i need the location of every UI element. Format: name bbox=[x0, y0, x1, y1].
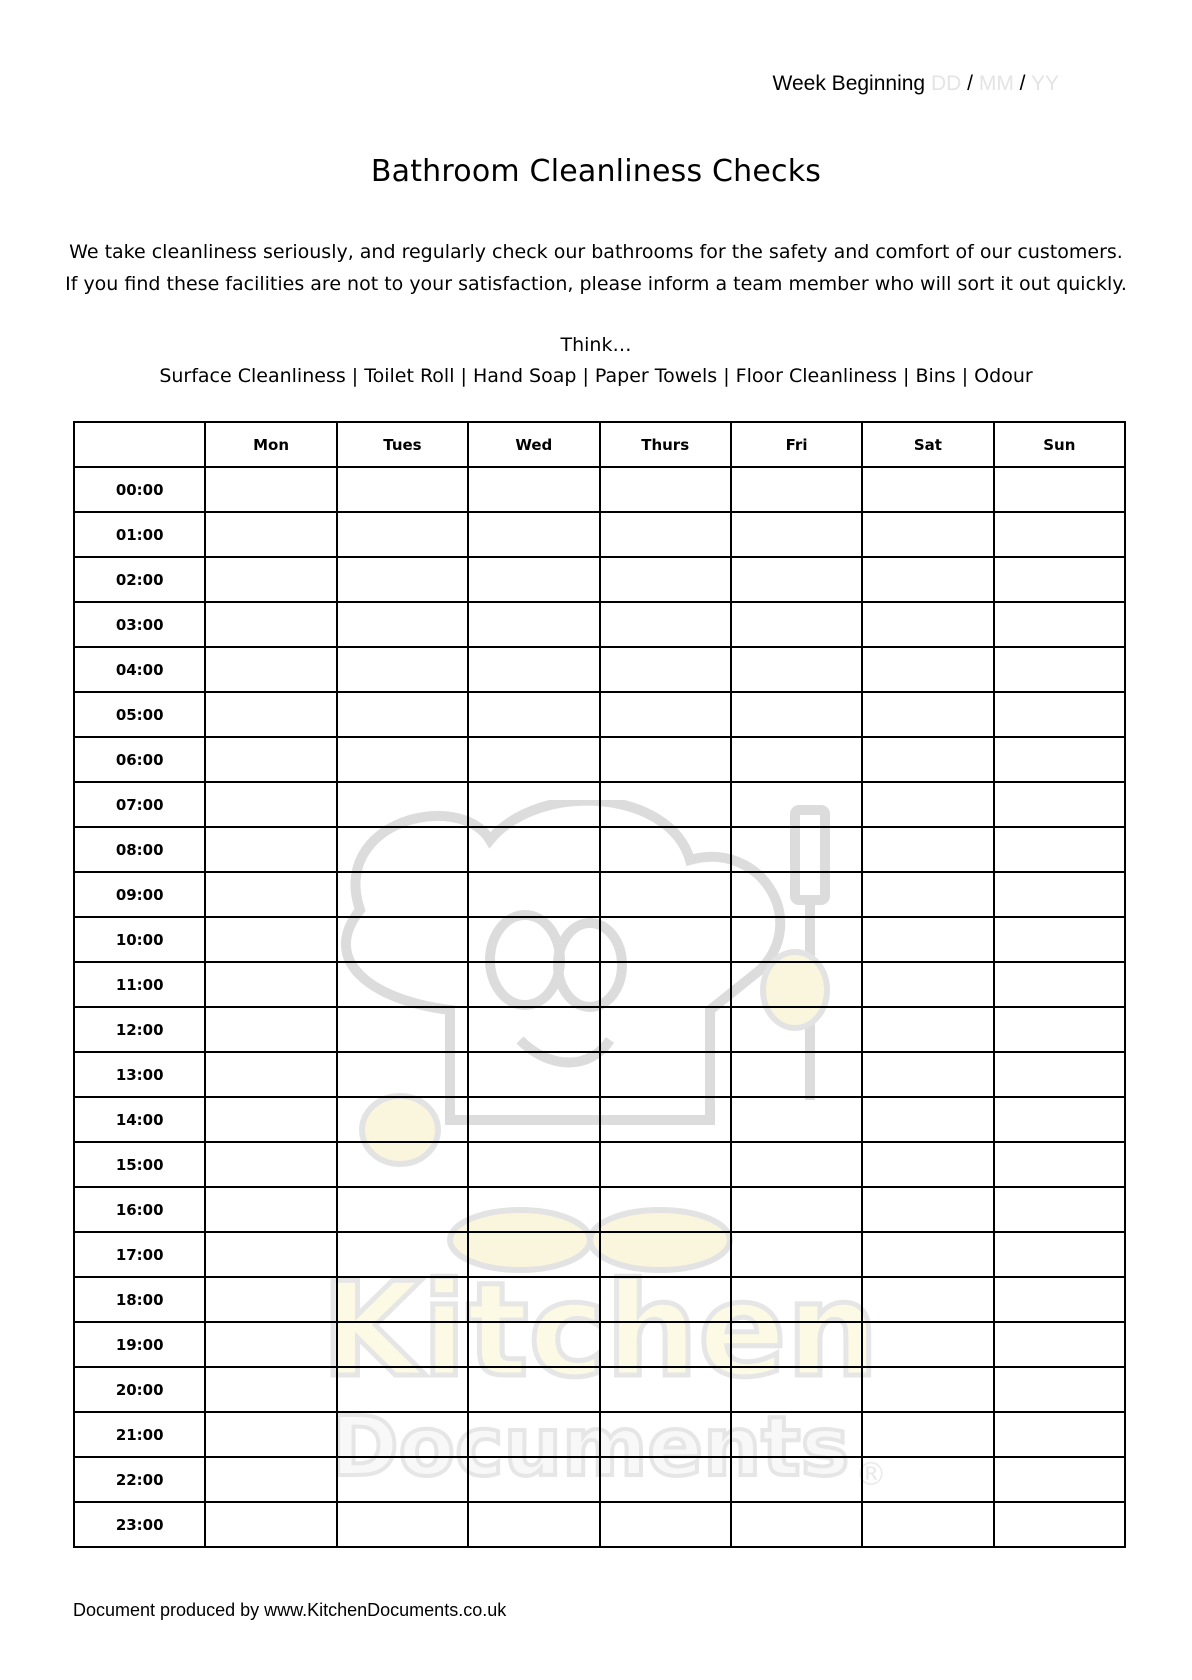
table-row bbox=[74, 782, 1125, 827]
check-cell-mon[interactable] bbox=[205, 962, 336, 1007]
check-cell-thurs[interactable] bbox=[600, 1412, 731, 1457]
check-cell-tues[interactable] bbox=[337, 1097, 468, 1142]
check-cell-tues[interactable] bbox=[337, 1277, 468, 1322]
check-cell-fri[interactable] bbox=[731, 1142, 862, 1187]
check-cell-sun[interactable] bbox=[994, 827, 1125, 872]
check-cell-sun[interactable] bbox=[994, 557, 1125, 602]
check-cell-wed[interactable] bbox=[468, 917, 599, 962]
check-cell-sun[interactable] bbox=[994, 1502, 1125, 1547]
check-cell-thurs[interactable] bbox=[600, 827, 731, 872]
check-cell-fri[interactable] bbox=[731, 1322, 862, 1367]
think-section bbox=[0, 330, 1192, 392]
check-cell-mon[interactable] bbox=[205, 1007, 336, 1052]
time-cell: 03:00 bbox=[74, 602, 205, 647]
check-cell-fri[interactable] bbox=[731, 1007, 862, 1052]
check-cell-wed[interactable] bbox=[468, 1277, 599, 1322]
time-cell: 17:00 bbox=[74, 1232, 205, 1277]
header-row bbox=[74, 422, 1125, 467]
check-cell-wed[interactable] bbox=[468, 737, 599, 782]
table-row bbox=[74, 737, 1125, 782]
check-cell-sun[interactable] bbox=[994, 467, 1125, 512]
time-cell: 06:00 bbox=[74, 737, 205, 782]
date-separator: / bbox=[967, 72, 973, 95]
check-cell-fri[interactable] bbox=[731, 1277, 862, 1322]
check-cell-sun[interactable] bbox=[994, 737, 1125, 782]
check-cell-sun[interactable] bbox=[994, 962, 1125, 1007]
date-separator: / bbox=[1019, 72, 1026, 95]
check-cell-sat[interactable] bbox=[862, 827, 993, 872]
table-body bbox=[74, 467, 1125, 1547]
check-cell-tues[interactable] bbox=[337, 647, 468, 692]
check-cell-sun[interactable] bbox=[994, 1232, 1125, 1277]
table-row bbox=[74, 1187, 1125, 1232]
check-cell-thurs[interactable] bbox=[600, 512, 731, 557]
check-cell-mon[interactable] bbox=[205, 1502, 336, 1547]
check-cell-mon[interactable] bbox=[205, 782, 336, 827]
check-cell-fri[interactable] bbox=[731, 827, 862, 872]
check-cell-tues[interactable] bbox=[337, 1367, 468, 1412]
day-header-wed: Wed bbox=[468, 422, 599, 467]
check-cell-sat[interactable] bbox=[862, 737, 993, 782]
table-row bbox=[74, 692, 1125, 737]
table-row bbox=[74, 1502, 1125, 1547]
check-cell-tues[interactable] bbox=[337, 1052, 468, 1097]
check-cell-tues[interactable] bbox=[337, 782, 468, 827]
check-cell-fri[interactable] bbox=[731, 602, 862, 647]
think-items: Surface Cleanliness | Toilet Roll | Hand Soap | Paper Towels | Floor Cleanliness | Bins | Odour bbox=[159, 365, 1033, 387]
time-cell: 01:00 bbox=[74, 512, 205, 557]
time-cell: 11:00 bbox=[74, 962, 205, 1007]
check-cell-wed[interactable] bbox=[468, 1097, 599, 1142]
week-beginning bbox=[773, 72, 1059, 96]
check-cell-thurs[interactable] bbox=[600, 1187, 731, 1232]
check-cell-fri[interactable] bbox=[731, 1052, 862, 1097]
check-table bbox=[73, 421, 1126, 1548]
check-cell-sat[interactable] bbox=[862, 1502, 993, 1547]
check-cell-sun[interactable] bbox=[994, 1277, 1125, 1322]
check-cell-tues[interactable] bbox=[337, 557, 468, 602]
check-cell-sun[interactable] bbox=[994, 512, 1125, 557]
check-cell-wed[interactable] bbox=[468, 692, 599, 737]
check-cell-mon[interactable] bbox=[205, 512, 336, 557]
intro-line-2: If you find these facilities are not to your satisfaction, please inform a team member who will sort it out quickly. bbox=[65, 273, 1127, 295]
check-cell-sat[interactable] bbox=[862, 1142, 993, 1187]
time-cell: 20:00 bbox=[74, 1367, 205, 1412]
check-cell-sat[interactable] bbox=[862, 1052, 993, 1097]
check-cell-thurs[interactable] bbox=[600, 557, 731, 602]
table-row bbox=[74, 1412, 1125, 1457]
day-header-sat: Sat bbox=[862, 422, 993, 467]
check-cell-mon[interactable] bbox=[205, 737, 336, 782]
check-cell-sat[interactable] bbox=[862, 1232, 993, 1277]
check-cell-thurs[interactable] bbox=[600, 1277, 731, 1322]
check-cell-sun[interactable] bbox=[994, 1007, 1125, 1052]
check-cell-mon[interactable] bbox=[205, 692, 336, 737]
table-row bbox=[74, 602, 1125, 647]
check-cell-tues[interactable] bbox=[337, 1007, 468, 1052]
check-cell-sat[interactable] bbox=[862, 1097, 993, 1142]
check-cell-mon[interactable] bbox=[205, 1457, 336, 1502]
check-cell-tues[interactable] bbox=[337, 917, 468, 962]
corner-cell bbox=[74, 422, 205, 467]
check-cell-sat[interactable] bbox=[862, 647, 993, 692]
time-cell: 10:00 bbox=[74, 917, 205, 962]
check-cell-fri[interactable] bbox=[731, 1097, 862, 1142]
check-cell-tues[interactable] bbox=[337, 512, 468, 557]
check-cell-tues[interactable] bbox=[337, 872, 468, 917]
table-row bbox=[74, 557, 1125, 602]
check-cell-thurs[interactable] bbox=[600, 1007, 731, 1052]
table-row bbox=[74, 1007, 1125, 1052]
check-cell-thurs[interactable] bbox=[600, 467, 731, 512]
check-cell-tues[interactable] bbox=[337, 962, 468, 1007]
check-cell-thurs[interactable] bbox=[600, 1322, 731, 1367]
intro-line-1: We take cleanliness seriously, and regularly check our bathrooms for the safety and comfort of our customers. bbox=[69, 241, 1123, 263]
table-row bbox=[74, 872, 1125, 917]
check-cell-thurs[interactable] bbox=[600, 602, 731, 647]
check-cell-mon[interactable] bbox=[205, 917, 336, 962]
check-cell-wed[interactable] bbox=[468, 872, 599, 917]
check-cell-thurs[interactable] bbox=[600, 692, 731, 737]
table-row bbox=[74, 962, 1125, 1007]
check-cell-thurs[interactable] bbox=[600, 1367, 731, 1412]
check-cell-fri[interactable] bbox=[731, 512, 862, 557]
check-cell-tues[interactable] bbox=[337, 1457, 468, 1502]
check-cell-sun[interactable] bbox=[994, 647, 1125, 692]
check-cell-sun[interactable] bbox=[994, 1052, 1125, 1097]
check-cell-fri[interactable] bbox=[731, 962, 862, 1007]
check-cell-thurs[interactable] bbox=[600, 647, 731, 692]
table-row bbox=[74, 917, 1125, 962]
check-cell-fri[interactable] bbox=[731, 917, 862, 962]
check-cell-wed[interactable] bbox=[468, 962, 599, 1007]
time-cell: 02:00 bbox=[74, 557, 205, 602]
time-cell: 05:00 bbox=[74, 692, 205, 737]
check-cell-sat[interactable] bbox=[862, 962, 993, 1007]
day-header-sun: Sun bbox=[994, 422, 1125, 467]
table-row bbox=[74, 1367, 1125, 1412]
check-cell-sat[interactable] bbox=[862, 1187, 993, 1232]
check-cell-wed[interactable] bbox=[468, 1052, 599, 1097]
time-cell: 12:00 bbox=[74, 1007, 205, 1052]
check-cell-tues[interactable] bbox=[337, 467, 468, 512]
check-cell-wed[interactable] bbox=[468, 1502, 599, 1547]
check-cell-sat[interactable] bbox=[862, 557, 993, 602]
check-cell-sat[interactable] bbox=[862, 692, 993, 737]
check-cell-tues[interactable] bbox=[337, 827, 468, 872]
check-cell-sun[interactable] bbox=[994, 1322, 1125, 1367]
check-cell-wed[interactable] bbox=[468, 557, 599, 602]
check-cell-tues[interactable] bbox=[337, 602, 468, 647]
check-cell-fri[interactable] bbox=[731, 692, 862, 737]
check-cell-thurs[interactable] bbox=[600, 782, 731, 827]
check-cell-wed[interactable] bbox=[468, 647, 599, 692]
check-cell-sat[interactable] bbox=[862, 1367, 993, 1412]
week-beginning-label: Week Beginning bbox=[772, 72, 926, 95]
check-cell-sat[interactable] bbox=[862, 917, 993, 962]
check-cell-sun[interactable] bbox=[994, 917, 1125, 962]
check-cell-fri[interactable] bbox=[731, 1187, 862, 1232]
check-cell-wed[interactable] bbox=[468, 1007, 599, 1052]
check-cell-wed[interactable] bbox=[468, 467, 599, 512]
check-cell-sat[interactable] bbox=[862, 602, 993, 647]
time-cell: 14:00 bbox=[74, 1097, 205, 1142]
check-cell-thurs[interactable] bbox=[600, 1502, 731, 1547]
check-cell-fri[interactable] bbox=[731, 872, 862, 917]
time-cell: 18:00 bbox=[74, 1277, 205, 1322]
time-cell: 22:00 bbox=[74, 1457, 205, 1502]
check-cell-sun[interactable] bbox=[994, 602, 1125, 647]
check-cell-mon[interactable] bbox=[205, 602, 336, 647]
table-row bbox=[74, 1277, 1125, 1322]
registered-mark: ® bbox=[855, 1455, 887, 1493]
day-header-mon: Mon bbox=[205, 422, 336, 467]
table-row bbox=[74, 647, 1125, 692]
check-cell-mon[interactable] bbox=[205, 1412, 336, 1457]
check-cell-thurs[interactable] bbox=[600, 962, 731, 1007]
check-cell-wed[interactable] bbox=[468, 1367, 599, 1412]
check-cell-fri[interactable] bbox=[731, 1502, 862, 1547]
time-cell: 08:00 bbox=[74, 827, 205, 872]
check-cell-fri[interactable] bbox=[731, 557, 862, 602]
check-cell-sat[interactable] bbox=[862, 1277, 993, 1322]
table-row bbox=[74, 1322, 1125, 1367]
check-cell-wed[interactable] bbox=[468, 512, 599, 557]
intro-text bbox=[0, 236, 1192, 300]
time-cell: 07:00 bbox=[74, 782, 205, 827]
footer-credit: Document produced by www.KitchenDocuments.co.uk bbox=[73, 1600, 507, 1620]
time-cell: 13:00 bbox=[74, 1052, 205, 1097]
check-cell-tues[interactable] bbox=[337, 1502, 468, 1547]
check-cell-mon[interactable] bbox=[205, 1052, 336, 1097]
check-cell-sun[interactable] bbox=[994, 782, 1125, 827]
check-cell-tues[interactable] bbox=[337, 737, 468, 782]
table-row bbox=[74, 1232, 1125, 1277]
check-cell-thurs[interactable] bbox=[600, 1457, 731, 1502]
check-cell-thurs[interactable] bbox=[600, 737, 731, 782]
check-cell-tues[interactable] bbox=[337, 1232, 468, 1277]
time-cell: 04:00 bbox=[74, 647, 205, 692]
table-row bbox=[74, 1142, 1125, 1187]
table-row bbox=[74, 1457, 1125, 1502]
check-cell-wed[interactable] bbox=[468, 1412, 599, 1457]
month-placeholder[interactable]: MM bbox=[978, 72, 1014, 95]
check-cell-wed[interactable] bbox=[468, 1322, 599, 1367]
check-cell-fri[interactable] bbox=[731, 1232, 862, 1277]
check-cell-tues[interactable] bbox=[337, 1322, 468, 1367]
check-cell-mon[interactable] bbox=[205, 1367, 336, 1412]
check-cell-mon[interactable] bbox=[205, 557, 336, 602]
time-cell: 00:00 bbox=[74, 467, 205, 512]
table-row bbox=[74, 467, 1125, 512]
check-cell-wed[interactable] bbox=[468, 602, 599, 647]
time-cell: 16:00 bbox=[74, 1187, 205, 1232]
check-cell-mon[interactable] bbox=[205, 872, 336, 917]
check-cell-mon[interactable] bbox=[205, 1142, 336, 1187]
check-cell-tues[interactable] bbox=[337, 1142, 468, 1187]
check-cell-mon[interactable] bbox=[205, 1322, 336, 1367]
time-cell: 21:00 bbox=[74, 1412, 205, 1457]
check-cell-sat[interactable] bbox=[862, 1412, 993, 1457]
check-cell-sun[interactable] bbox=[994, 1187, 1125, 1232]
check-cell-mon[interactable] bbox=[205, 1097, 336, 1142]
check-cell-mon[interactable] bbox=[205, 1187, 336, 1232]
check-cell-sun[interactable] bbox=[994, 1367, 1125, 1412]
check-cell-thurs[interactable] bbox=[600, 1232, 731, 1277]
check-cell-sun[interactable] bbox=[994, 872, 1125, 917]
check-cell-mon[interactable] bbox=[205, 647, 336, 692]
watermark-word-1: Kitchen bbox=[321, 1254, 879, 1406]
table-row bbox=[74, 1052, 1125, 1097]
check-cell-thurs[interactable] bbox=[600, 1097, 731, 1142]
check-cell-wed[interactable] bbox=[468, 1187, 599, 1232]
check-cell-thurs[interactable] bbox=[600, 872, 731, 917]
year-placeholder[interactable]: YY bbox=[1030, 72, 1059, 95]
check-cell-sun[interactable] bbox=[994, 1457, 1125, 1502]
day-header-fri: Fri bbox=[731, 422, 862, 467]
check-cell-fri[interactable] bbox=[731, 1367, 862, 1412]
check-cell-sat[interactable] bbox=[862, 467, 993, 512]
time-cell: 19:00 bbox=[74, 1322, 205, 1367]
check-cell-thurs[interactable] bbox=[600, 1052, 731, 1097]
check-cell-wed[interactable] bbox=[468, 1457, 599, 1502]
check-cell-fri[interactable] bbox=[731, 1457, 862, 1502]
check-cell-fri[interactable] bbox=[731, 647, 862, 692]
check-cell-mon[interactable] bbox=[205, 1232, 336, 1277]
time-cell: 23:00 bbox=[74, 1502, 205, 1547]
table-row bbox=[74, 827, 1125, 872]
check-cell-wed[interactable] bbox=[468, 1232, 599, 1277]
check-cell-thurs[interactable] bbox=[600, 1142, 731, 1187]
check-cell-fri[interactable] bbox=[731, 467, 862, 512]
check-cell-sat[interactable] bbox=[862, 782, 993, 827]
check-cell-wed[interactable] bbox=[468, 1142, 599, 1187]
watermark-word-2: Documents bbox=[330, 1400, 850, 1495]
check-cell-sun[interactable] bbox=[994, 1412, 1125, 1457]
check-cell-sat[interactable] bbox=[862, 1322, 993, 1367]
check-cell-wed[interactable] bbox=[468, 782, 599, 827]
check-cell-tues[interactable] bbox=[337, 1412, 468, 1457]
check-cell-mon[interactable] bbox=[205, 1277, 336, 1322]
check-cell-sun[interactable] bbox=[994, 1142, 1125, 1187]
table-row bbox=[74, 512, 1125, 557]
check-cell-sat[interactable] bbox=[862, 872, 993, 917]
check-cell-thurs[interactable] bbox=[600, 917, 731, 962]
day-header-tues: Tues bbox=[337, 422, 468, 467]
check-cell-sat[interactable] bbox=[862, 1007, 993, 1052]
check-cell-sat[interactable] bbox=[862, 1457, 993, 1502]
table-row bbox=[74, 1097, 1125, 1142]
check-cell-mon[interactable] bbox=[205, 467, 336, 512]
check-cell-tues[interactable] bbox=[337, 1187, 468, 1232]
check-cell-fri[interactable] bbox=[731, 782, 862, 827]
check-cell-mon[interactable] bbox=[205, 827, 336, 872]
check-cell-fri[interactable] bbox=[731, 1412, 862, 1457]
check-cell-wed[interactable] bbox=[468, 827, 599, 872]
page-title: Bathroom Cleanliness Checks bbox=[370, 154, 822, 189]
check-cell-sun[interactable] bbox=[994, 692, 1125, 737]
day-header-thurs: Thurs bbox=[600, 422, 731, 467]
check-cell-tues[interactable] bbox=[337, 692, 468, 737]
day-placeholder[interactable]: DD bbox=[930, 72, 962, 95]
check-cell-sat[interactable] bbox=[862, 512, 993, 557]
time-cell: 09:00 bbox=[74, 872, 205, 917]
check-cell-fri[interactable] bbox=[731, 737, 862, 782]
check-cell-sun[interactable] bbox=[994, 1097, 1125, 1142]
time-cell: 15:00 bbox=[74, 1142, 205, 1187]
think-label: Think… bbox=[560, 334, 632, 356]
